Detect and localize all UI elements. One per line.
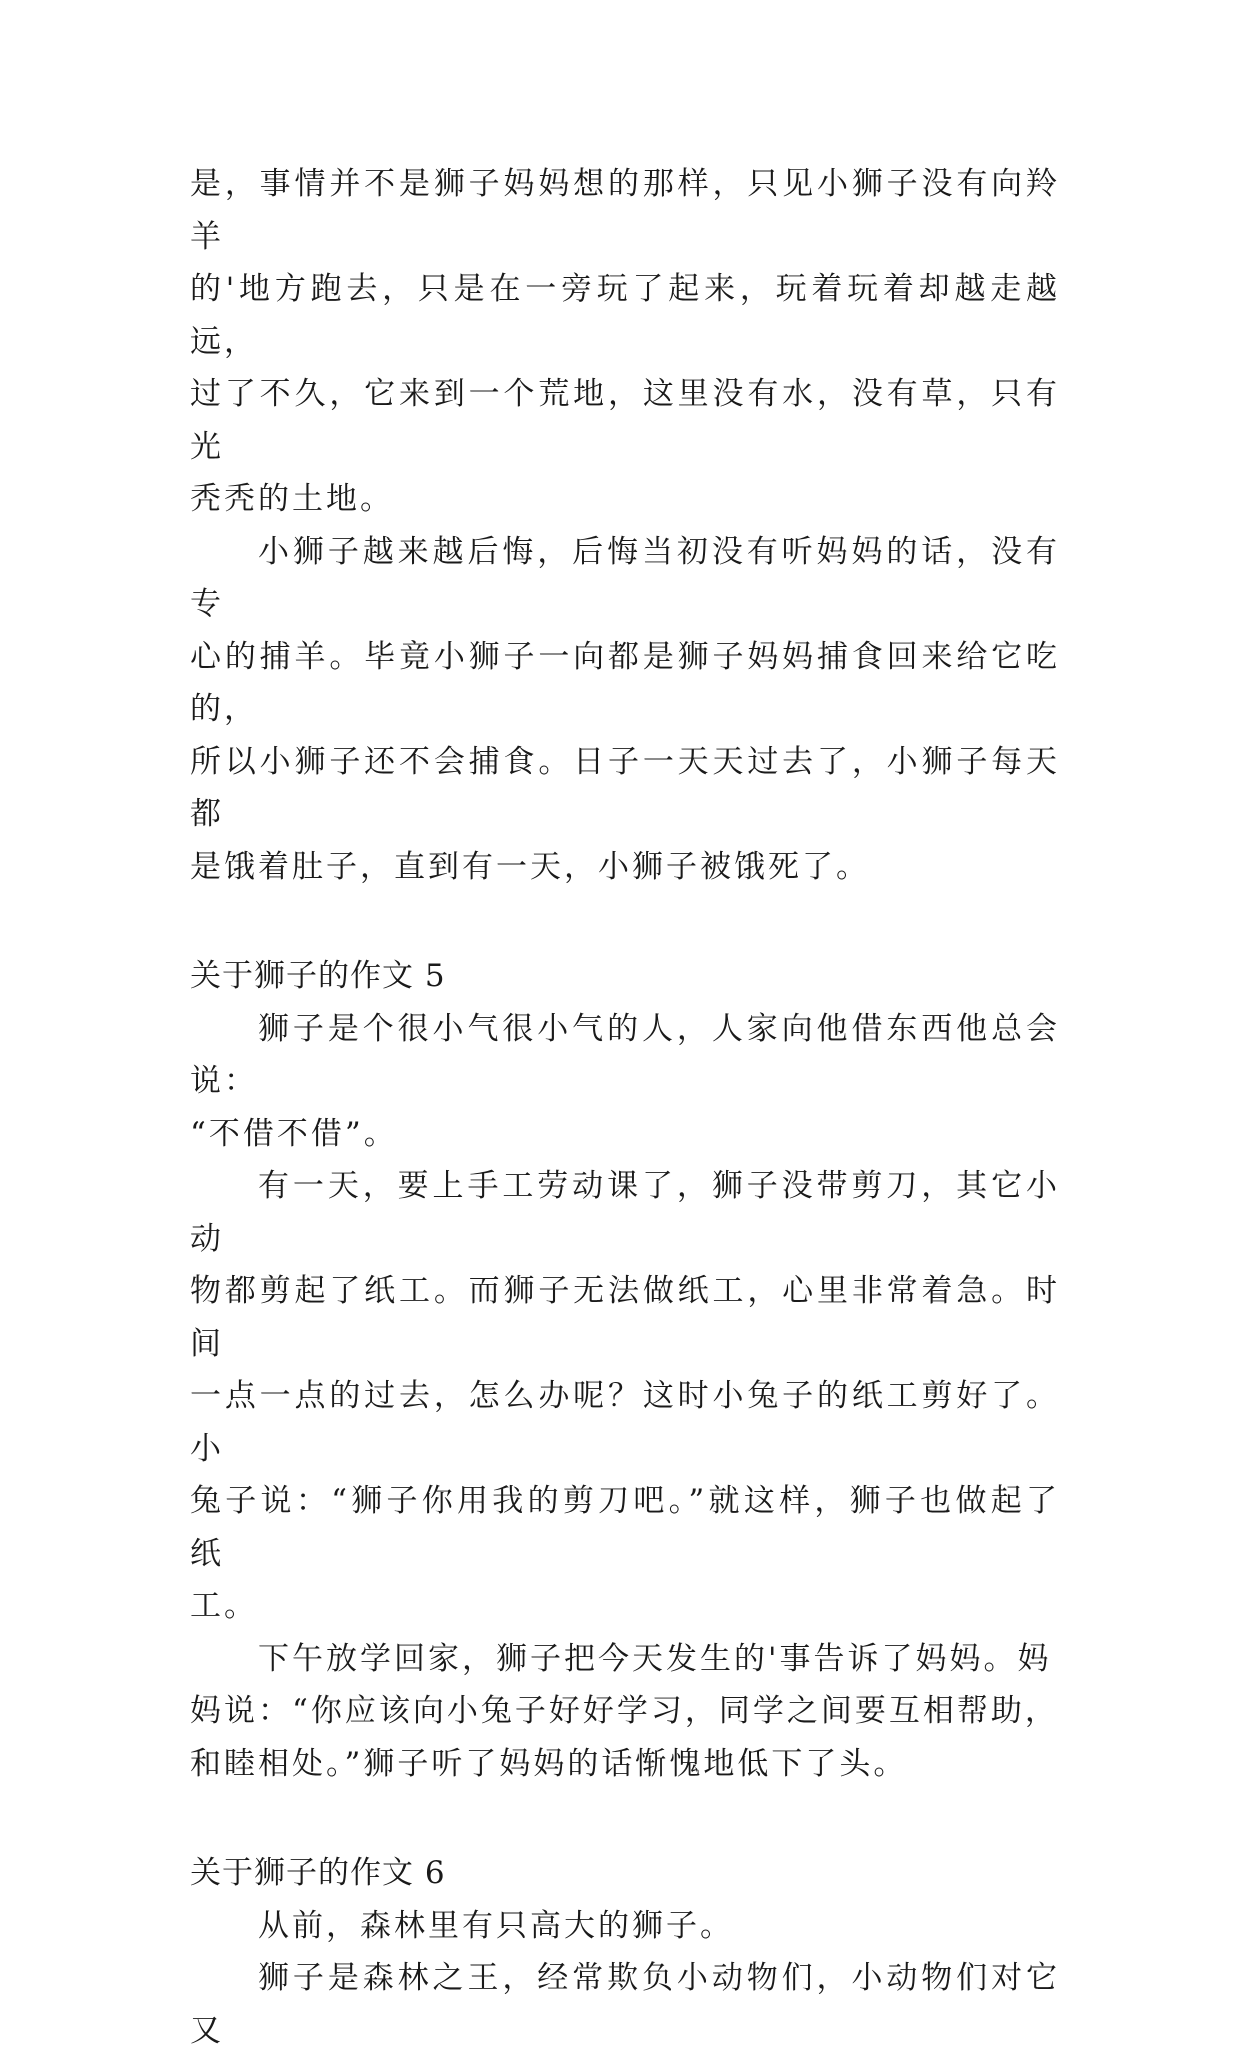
section-spacer — [190, 893, 1060, 950]
text-line: 和睦相处。”狮子听了妈妈的话惭愧地低下了头。 — [190, 1745, 908, 1782]
text-line: 一点一点的过去，怎么办呢？这时小兔子的纸工剪好了。小 — [190, 1378, 1060, 1467]
paragraph — [190, 1900, 1060, 1953]
text-line: 是饿着肚子，直到有一天，小狮子被饿死了。 — [190, 848, 870, 885]
text-line: 兔子说：“狮子你用我的剪刀吧。”就这样，狮子也做起了纸 — [190, 1483, 1060, 1572]
text-line: 从前，森林里有只高大的狮子。 — [258, 1907, 734, 1944]
text-line: 物都剪起了纸工。而狮子无法做纸工，心里非常着急。时间 — [190, 1273, 1060, 1362]
paragraph — [190, 158, 1060, 526]
text-line: 过了不久，它来到一个荒地，这里没有水，没有草，只有光 — [190, 376, 1060, 465]
paragraph — [190, 526, 1060, 894]
text-line: 下午放学回家，狮子把今天发生的'事告诉了妈妈。妈 — [258, 1640, 1052, 1677]
section-spacer — [190, 1790, 1060, 1847]
paragraph — [190, 1952, 1060, 2057]
text-line: 心的捕羊。毕竟小狮子一向都是狮子妈妈捕食回来给它吃的， — [190, 638, 1060, 727]
text-line: 是，事情并不是狮子妈妈想的那样，只见小狮子没有向羚羊 — [190, 166, 1060, 255]
paragraph — [190, 1003, 1060, 1161]
text-line: 有一天，要上手工劳动课了，狮子没带剪刀，其它小动 — [190, 1168, 1060, 1257]
text-line: 狮子是森林之王，经常欺负小动物们，小动物们对它又 — [190, 1960, 1060, 2049]
text-line: 秃秃的土地。 — [190, 481, 394, 517]
paragraph — [190, 1633, 1060, 1791]
text-line: 狮子是个很小气很小气的人，人家向他借东西他总会说： — [190, 1010, 1060, 1099]
paragraph — [190, 1160, 1060, 1633]
text-line: “不借不借”。 — [190, 1115, 398, 1152]
text-line: 所以小狮子还不会捕食。日子一天天过去了，小狮子每天都 — [190, 743, 1060, 832]
section-heading: 关于狮子的作文 5 — [190, 958, 446, 994]
text-line: 妈说：“你应该向小兔子好好学习，同学之间要互相帮助， — [190, 1693, 1059, 1729]
text-line: 小狮子越来越后悔，后悔当初没有听妈妈的话，没有专 — [190, 533, 1060, 622]
text-line: 工。 — [190, 1588, 258, 1624]
document-page — [190, 158, 1060, 2057]
section-heading: 关于狮子的作文 6 — [190, 1855, 446, 1891]
text-line: 的'地方跑去，只是在一旁玩了起来，玩着玩着却越走越远， — [190, 271, 1060, 360]
